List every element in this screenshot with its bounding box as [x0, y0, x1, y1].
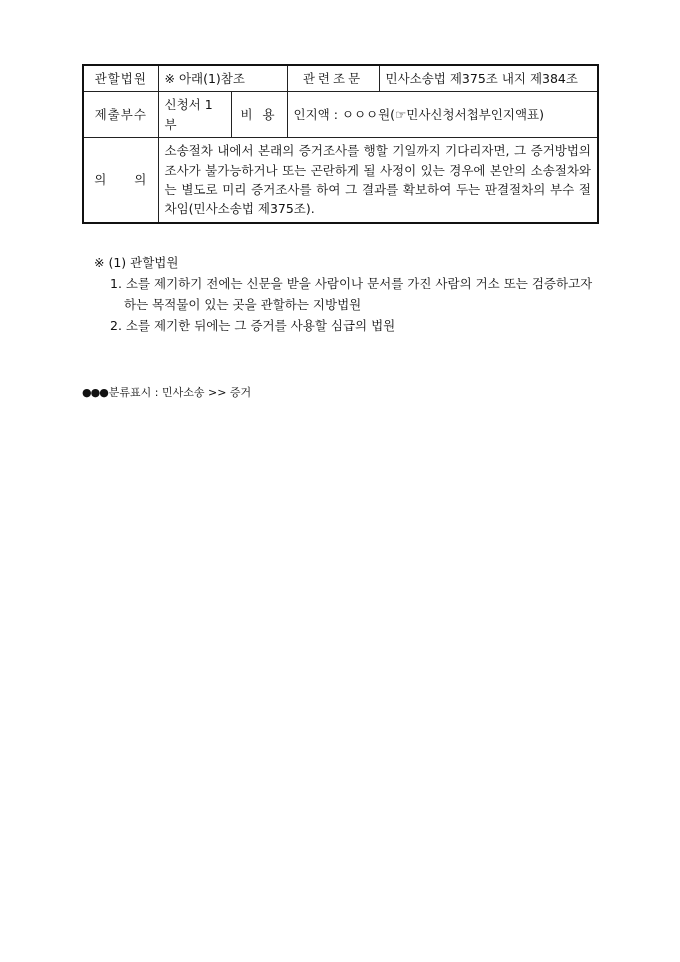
table-row-copies	[83, 92, 598, 138]
note-item-1: 1. 소를 제기하기 전에는 신문을 받을 사람이나 문서를 가진 사람의 거소 또는 검증하고자 하는 목적물이 있는 곳을 관할하는 지방법원	[110, 276, 593, 312]
label-cost: 비 용	[231, 92, 287, 138]
jurisdiction-note	[94, 252, 604, 336]
label-jurisdiction: 관할법원	[83, 65, 158, 92]
value-related-articles: 민사소송법 제375조 내지 제384조	[379, 65, 598, 92]
table-row-meaning	[83, 138, 598, 223]
bullet-dots: ●●●	[82, 386, 108, 399]
value-copies: 신청서 1부	[158, 92, 231, 138]
value-cost: 인지액 : ㅇㅇㅇ원(☞민사신청서첩부인지액표)	[287, 92, 598, 138]
value-meaning: 소송절차 내에서 본래의 증거조사를 행할 기일까지 기다리자면, 그 증거방법의 조사가 불가능하거나 또는 곤란하게 될 사정이 있는 경우에 본안의 소송절차와는 별도로 미리 증거조사를 하여 그 결과를 확보하여 두는 판결절차의 부수 절차임(민사소송법 제375조).	[158, 138, 598, 223]
classification-line	[82, 384, 251, 400]
note-title: ※ (1) 관할법원	[94, 255, 179, 270]
label-meaning: 의 의	[83, 138, 158, 223]
label-copies: 제출부수	[83, 92, 158, 138]
info-table	[82, 64, 599, 224]
classification-text: 분류표시 : 민사소송 >> 증거	[108, 386, 252, 399]
note-item-2: 2. 소를 제기한 뒤에는 그 증거를 사용할 심급의 법원	[110, 318, 396, 333]
label-related-articles: 관련조문	[287, 65, 379, 92]
table-row-court	[83, 65, 598, 92]
value-jurisdiction: ※ 아래(1)참조	[158, 65, 287, 92]
